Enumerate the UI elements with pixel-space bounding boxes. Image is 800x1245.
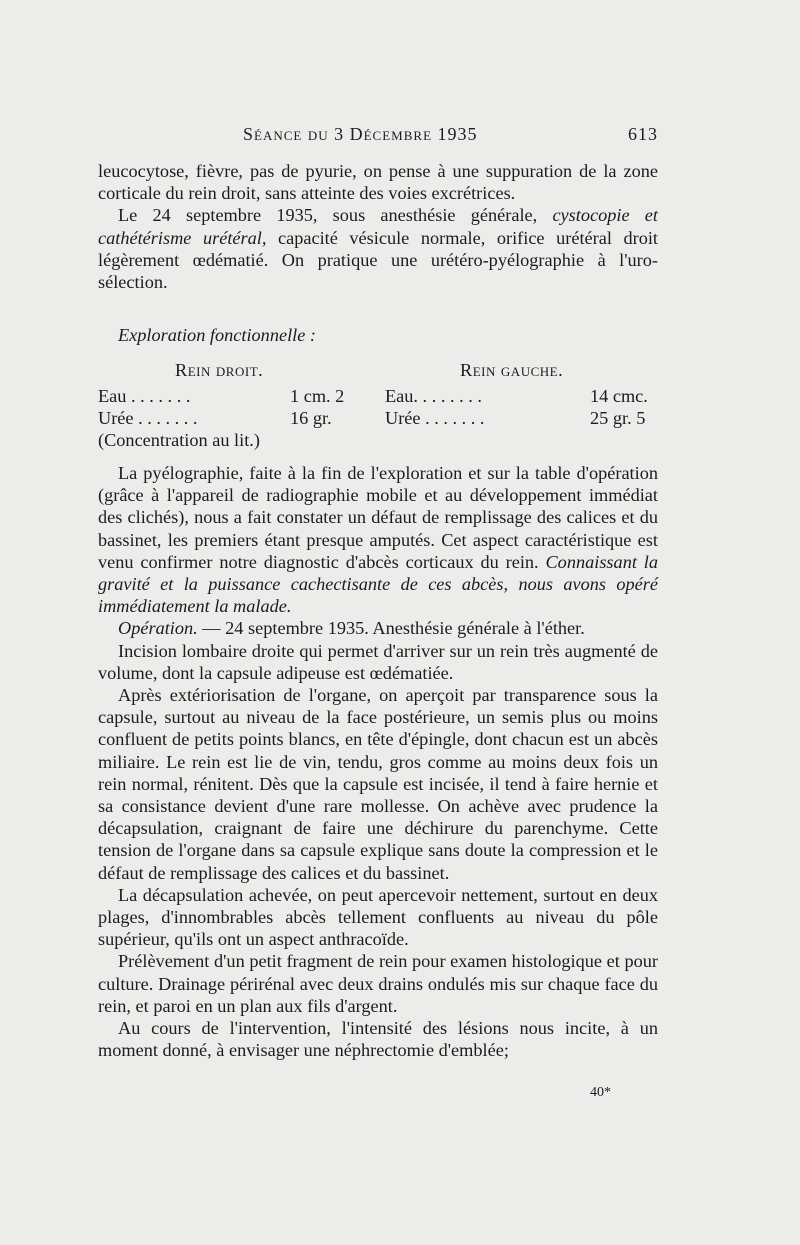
italic-text: cystocopie et cathétérisme urétéral, [98, 205, 658, 248]
table-cell-value: 14 cmc. [590, 386, 648, 406]
column-header-left: Rein droit. [175, 360, 264, 380]
paragraph: Incision lombaire droite qui permet d'arriver sur un rein très augmenté de volume, dont la capsule adipeuse est œdématiée. [98, 640, 658, 683]
text-run: Le 24 septembre 1935, sous anesthésie générale, [118, 205, 553, 226]
running-title: Séance du 3 Décembre 1935 [243, 124, 478, 144]
paragraph: La décapsulation achevée, on peut apercevoir nettement, surtout en deux plages, d'innombrables abcès tellement confluents au niveau du pôle supérieur, qu'ils ont un aspect anthracoïde. [98, 884, 658, 950]
paragraph: Au cours de l'intervention, l'intensité des lésions nous incite, à un moment donné, à envisager une néphrectomie d'emblée; [98, 1018, 658, 1061]
paragraph [98, 204, 658, 293]
paragraph [98, 617, 658, 639]
table-cell-label: Eau. . . . . . . . [385, 386, 482, 406]
text-run: La pyélographie, faite à la fin de l'exploration et sur la table d'opération (grâce à l'appareil de radiographie mobile et au développement immédiat des clichés), nous a fait constater un défaut de remplissage des calices et du bassinet, les premiers étant presque amputés. Cet aspect caractéristique est venu confirmer notre diagnostic d'abcès corticaux du rein. [98, 463, 658, 572]
table-cell-value: 1 cm. 2 [290, 386, 345, 406]
main-text [98, 462, 658, 1061]
table-cell-value: 25 gr. 5 [590, 408, 646, 428]
signature-mark: 40* [590, 1085, 611, 1100]
text-run: capacité vésicule normale, orifice urétéral droit légèrement œdématié. On pratique une urétéro-pyélographie à l'uro-sélection. [98, 227, 658, 293]
intro-text [98, 160, 658, 293]
paragraph: Après extériorisation de l'organe, on aperçoit par transparence sous la capsule, surtout au niveau de la face postérieure, un semis plus ou moins confluent de petits points blancs, en tête d'épingle, dont chacun est un abcès miliaire. Le rein est lie de vin, tendu, gros comme au moins deux fois un rein normal, rénitent. Dès que la capsule est incisée, il tend à faire hernie et sa consistance devient d'une rare mollesse. On achève avec prudence la décapsulation, craignant de faire une déchirure du parenchyme. Cette tension de l'organe dans sa capsule explique sans doute la compression et le défaut de remplissage des calices et du bassinet. [98, 685, 658, 883]
column-header-right: Rein gauche. [460, 360, 564, 380]
table-cell-label: Urée . . . . . . . [385, 408, 485, 428]
operation-label: Opération. [118, 618, 198, 639]
paragraph: Prélèvement d'un petit fragment de rein pour examen histologique et pour culture. Drainage périrénal avec deux drains ondulés mis sur chaque face du rein, et paroi en un plan aux fils d'argent. [98, 951, 658, 1016]
section-heading: Exploration fonctionnelle : [118, 325, 317, 345]
table-cell-value: 16 gr. [290, 408, 332, 428]
paragraph [98, 462, 658, 617]
paragraph: leucocytose, fièvre, pas de pyurie, on pense à une suppuration de la zone corticale du rein droit, sans atteinte des voies excrétrices. [98, 161, 658, 204]
table-cell-label: Eau . . . . . . . [98, 386, 191, 406]
page-number: 613 [628, 124, 658, 144]
table-note: (Concentration au lit.) [98, 430, 260, 450]
text-run: — 24 septembre 1935. Anesthésie générale à l'éther. [197, 618, 585, 639]
italic-text: Connaissant la gravité et la puissance cachectisante de ces abcès, nous avons opéré immédiatement la malade. [98, 551, 658, 617]
table-cell-label: Urée . . . . . . . [98, 408, 198, 428]
page-header [98, 124, 658, 150]
